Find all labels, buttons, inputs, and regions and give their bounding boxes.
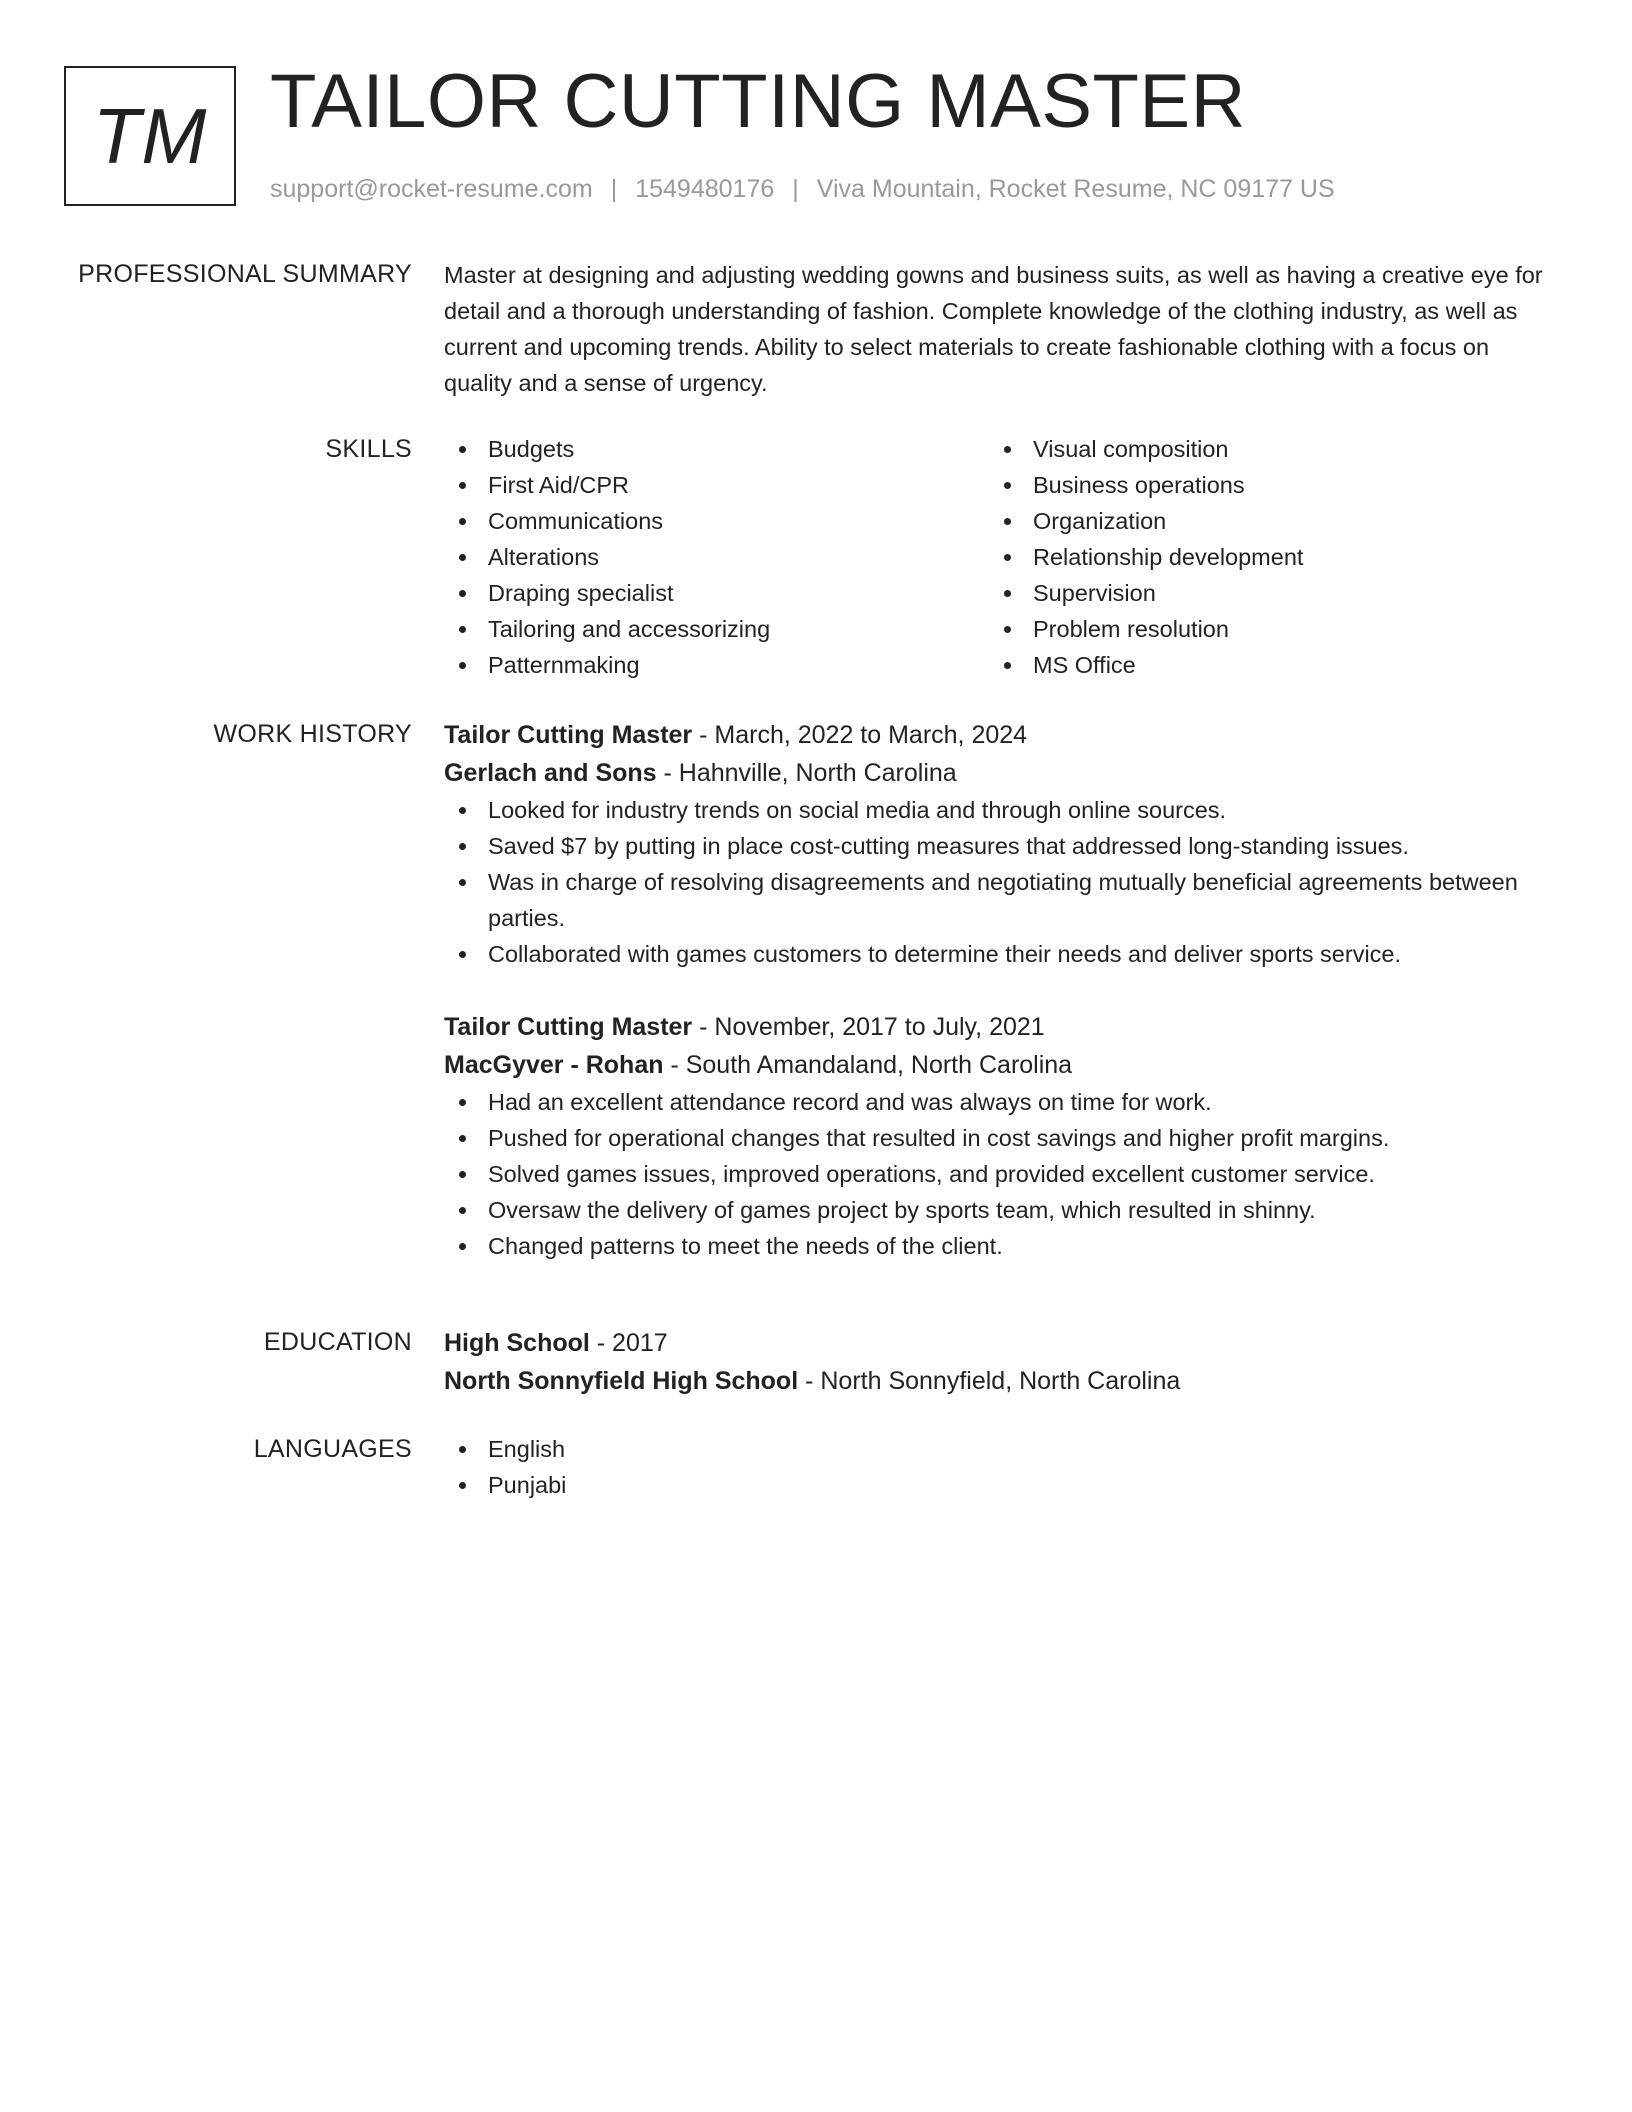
skills-list-left bbox=[444, 431, 989, 683]
job-duties-list bbox=[444, 1084, 1556, 1264]
skill-item: Tailoring and accessorizing bbox=[444, 611, 989, 647]
job-duty-item: Was in charge of resolving disagreements and negotiating mutually beneficial agreements between parties. bbox=[444, 864, 1556, 936]
contact-phone: 1549480176 bbox=[635, 175, 775, 203]
skill-item: Organization bbox=[989, 503, 1534, 539]
job-dates: - March, 2022 to March, 2024 bbox=[692, 721, 1028, 749]
candidate-name: TAILOR CUTTING MASTER bbox=[270, 59, 1247, 144]
education-body bbox=[444, 1324, 1556, 1400]
monogram-logo bbox=[64, 66, 236, 206]
skill-item: First Aid/CPR bbox=[444, 467, 989, 503]
job-role: Tailor Cutting Master bbox=[444, 721, 693, 749]
skill-item: Patternmaking bbox=[444, 647, 989, 683]
work-history-body bbox=[444, 716, 1556, 1264]
skill-item: Communications bbox=[444, 503, 989, 539]
skills-body bbox=[444, 431, 1556, 683]
job-duty-item: Saved $7 by putting in place cost-cutting measures that addressed long-standing issues. bbox=[444, 828, 1556, 864]
language-item: Punjabi bbox=[444, 1467, 1556, 1503]
skill-item: Draping specialist bbox=[444, 575, 989, 611]
education-school-line bbox=[444, 1362, 1556, 1400]
monogram-text: TM bbox=[92, 91, 208, 180]
skills-column-right bbox=[989, 431, 1534, 683]
contact-separator: | bbox=[792, 175, 799, 203]
job-duties-list bbox=[444, 792, 1556, 972]
job-duty-item: Collaborated with games customers to determine their needs and deliver sports service. bbox=[444, 936, 1556, 972]
education-degree-line bbox=[444, 1324, 1556, 1362]
job-role: Tailor Cutting Master bbox=[444, 1013, 693, 1041]
education-heading: EDUCATION bbox=[263, 1328, 412, 1356]
education-degree: High School bbox=[444, 1329, 590, 1357]
job-duty-item: Pushed for operational changes that resulted in cost savings and higher profit margins. bbox=[444, 1120, 1556, 1156]
skills-heading: SKILLS bbox=[325, 435, 412, 463]
summary-heading: PROFESSIONAL SUMMARY bbox=[78, 260, 412, 288]
job-title-line bbox=[444, 1008, 1556, 1046]
education-school: North Sonnyfield High School bbox=[444, 1367, 799, 1395]
job-entry bbox=[444, 716, 1556, 972]
job-location: - South Amandaland, North Carolina bbox=[663, 1051, 1073, 1079]
job-duty-item: Solved games issues, improved operations, and provided excellent customer service. bbox=[444, 1156, 1556, 1192]
summary-text: Master at designing and adjusting wedding gowns and business suits, as well as having a creative eye for detail and a thorough understanding of fashion. Complete knowledge of the clothing industry, as well as current and upcoming trends. Ability to select materials to create fashionable clothing with a focus on quality and a sense of urgency. bbox=[444, 262, 1543, 396]
job-location: - Hahnville, North Carolina bbox=[656, 759, 957, 787]
language-item: English bbox=[444, 1431, 1556, 1467]
contact-address: Viva Mountain, Rocket Resume, NC 09177 US bbox=[816, 175, 1335, 203]
skill-item: Budgets bbox=[444, 431, 989, 467]
languages-list bbox=[444, 1431, 1556, 1503]
education-location: - North Sonnyfield, North Carolina bbox=[798, 1367, 1181, 1395]
skill-item: Visual composition bbox=[989, 431, 1534, 467]
skill-item: Relationship development bbox=[989, 539, 1534, 575]
contact-email: support@rocket-resume.com bbox=[270, 175, 593, 203]
job-company-line bbox=[444, 1046, 1556, 1084]
languages-body bbox=[444, 1431, 1556, 1503]
job-duty-item: Looked for industry trends on social media and through online sources. bbox=[444, 792, 1556, 828]
languages-heading: LANGUAGES bbox=[253, 1435, 412, 1463]
job-dates: - November, 2017 to July, 2021 bbox=[692, 1013, 1045, 1041]
contact-separator: | bbox=[610, 175, 618, 203]
skill-item: Problem resolution bbox=[989, 611, 1534, 647]
job-company: Gerlach and Sons bbox=[444, 759, 657, 787]
job-company: MacGyver - Rohan bbox=[444, 1051, 664, 1079]
work-history-heading: WORK HISTORY bbox=[213, 720, 412, 748]
job-duty-item: Had an excellent attendance record and was always on time for work. bbox=[444, 1084, 1556, 1120]
skill-item: Alterations bbox=[444, 539, 989, 575]
skill-item: Business operations bbox=[989, 467, 1534, 503]
contact-line bbox=[270, 172, 1335, 206]
skill-item: Supervision bbox=[989, 575, 1534, 611]
skill-item: MS Office bbox=[989, 647, 1534, 683]
skills-list-right bbox=[989, 431, 1534, 683]
job-duty-item: Changed patterns to meet the needs of the client. bbox=[444, 1228, 1556, 1264]
job-duty-item: Oversaw the delivery of games project by sports team, which resulted in shinny. bbox=[444, 1192, 1556, 1228]
job-title-line bbox=[444, 716, 1556, 754]
summary-body bbox=[444, 257, 1556, 401]
education-year: - 2017 bbox=[589, 1329, 668, 1357]
job-company-line bbox=[444, 754, 1556, 792]
skills-column-left bbox=[444, 431, 989, 683]
job-entry bbox=[444, 1008, 1556, 1264]
